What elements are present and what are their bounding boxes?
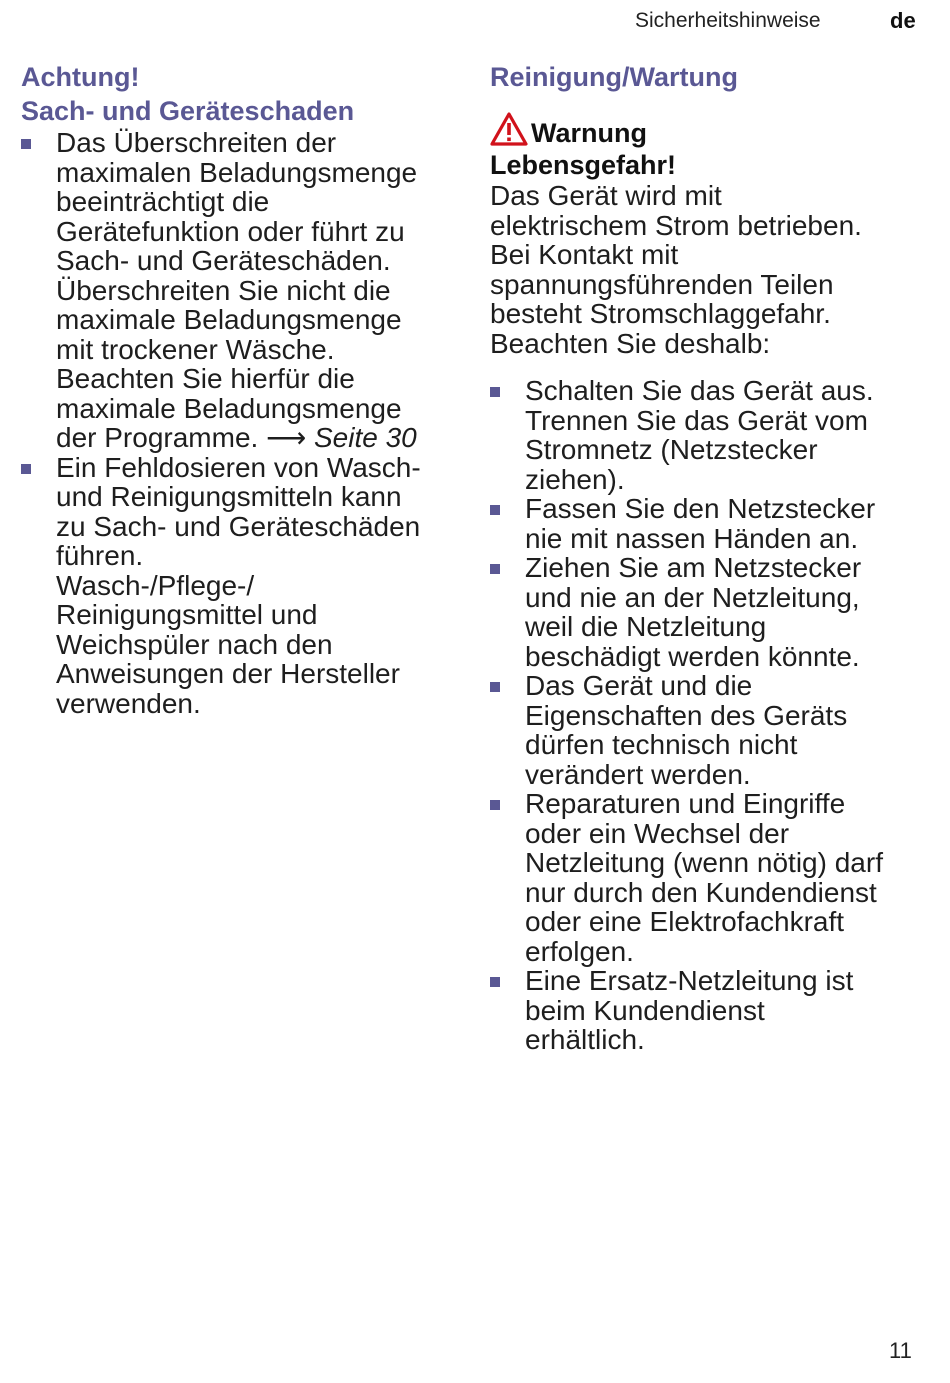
running-header-section: Sicherheitshinweise <box>635 9 821 32</box>
list-item-line: Reparaturen und Eingriffe <box>525 788 846 819</box>
square-bullet-icon <box>490 800 500 810</box>
caution-heading <box>21 60 456 128</box>
intro-line: Das Gerät wird mit <box>490 180 722 211</box>
list-item-line: Eigenschaften des Geräts <box>525 699 848 731</box>
caution-heading-line-1: Achtung! <box>21 62 140 92</box>
caution-list <box>21 128 456 718</box>
square-bullet-icon <box>490 682 500 692</box>
list-item-line: maximalen Beladungsmenge <box>56 156 418 188</box>
list-item <box>490 376 930 494</box>
list-item <box>490 966 930 1055</box>
list-item-line: Trennen Sie das Gerät vom <box>525 404 868 436</box>
caution-heading-line-2: Sach- und Geräteschaden <box>21 96 355 126</box>
list-item <box>21 453 456 719</box>
list-item-line: Schalten Sie das Gerät aus. <box>525 375 874 406</box>
list-item-line: erfolgen. <box>525 935 634 967</box>
warning-list <box>490 376 930 1055</box>
warning-block-title <box>490 112 930 181</box>
list-item-line: Anweisungen der Hersteller <box>56 658 400 689</box>
page-number: 11 <box>889 1338 912 1363</box>
left-column <box>21 60 456 718</box>
right-column <box>490 60 930 1055</box>
list-item-line: beim Kundendienst <box>525 994 765 1026</box>
list-item-line: dürfen technisch nicht <box>525 729 798 760</box>
warning-title: Lebensgefahr! <box>490 150 677 180</box>
list-item-line: führen. <box>56 540 144 571</box>
list-item-line: oder ein Wechsel der <box>525 817 790 849</box>
list-item-line: maximale Beladungsmenge <box>56 392 402 424</box>
warning-label: Warnung <box>531 118 647 148</box>
square-bullet-icon <box>490 977 500 987</box>
list-item-line: Weichspüler nach den <box>56 628 333 660</box>
list-item-line: weil die Netzleitung <box>525 611 767 642</box>
list-item-line: und Reinigungsmitteln kann <box>56 481 402 512</box>
intro-line: elektrischem Strom betrieben. <box>490 209 862 241</box>
list-item-last-text: der Programme. <box>56 422 259 453</box>
list-item <box>490 671 930 789</box>
intro-line: spannungsführenden Teilen <box>490 268 834 300</box>
list-item-line: Stromnetz (Netzstecker <box>525 434 818 465</box>
square-bullet-icon <box>21 139 31 149</box>
list-item-line: Reinigungsmittel und <box>56 599 318 630</box>
list-item-line: Ziehen Sie am Netzstecker <box>525 552 862 583</box>
list-item <box>21 128 456 453</box>
list-item-line: beschädigt werden könnte. <box>525 640 860 672</box>
page-reference-link[interactable]: Seite 30 <box>314 422 417 453</box>
list-item <box>490 494 930 553</box>
list-item-line: erhältlich. <box>525 1024 645 1055</box>
list-item-line: Sach- und Geräteschäden. <box>56 245 391 276</box>
warning-label-line <box>490 112 930 149</box>
list-item-line: Eine Ersatz-Netzleitung ist <box>525 965 854 996</box>
list-item-line: Netzleitung (wenn nötig) darf <box>525 847 883 878</box>
list-item-line: Das Gerät und die <box>525 670 753 701</box>
square-bullet-icon <box>490 387 500 397</box>
list-item-line: mit trockener Wäsche. <box>56 333 335 365</box>
square-bullet-icon <box>21 464 31 474</box>
reference-arrow-icon: ⟶ <box>266 422 307 453</box>
list-item-line: oder eine Elektrofachkraft <box>525 906 845 937</box>
list-item-line: Gerätefunktion oder führt zu <box>56 215 405 247</box>
list-item-line: Beachten Sie hierfür die <box>56 363 355 394</box>
intro-line: besteht Stromschlaggefahr. <box>490 298 831 329</box>
list-item-line <box>56 423 456 453</box>
list-item-line: zu Sach- und Geräteschäden <box>56 510 421 542</box>
list-item-line: Fassen Sie den Netzstecker <box>525 493 876 524</box>
list-item-line: verändert werden. <box>525 758 751 790</box>
list-item-line: Wasch-/Pflege-/ <box>56 569 255 601</box>
warning-triangle-icon <box>490 112 528 146</box>
intro-line: Beachten Sie deshalb: <box>490 327 771 359</box>
list-item-line: Überschreiten Sie nicht die <box>56 274 391 306</box>
list-item-line: beeinträchtigt die <box>56 186 270 217</box>
list-item-line: verwenden. <box>56 687 201 719</box>
list-item-line: ziehen). <box>525 463 625 495</box>
list-item <box>490 553 930 671</box>
list-item-line: und nie an der Netzleitung, <box>525 581 860 613</box>
list-item <box>490 789 930 966</box>
list-item-line: nur durch den Kundendienst <box>525 876 877 908</box>
list-item-line: maximale Beladungsmenge <box>56 304 402 335</box>
list-item-line: nie mit nassen Händen an. <box>525 522 859 554</box>
intro-line: Bei Kontakt mit <box>490 239 679 270</box>
square-bullet-icon <box>490 505 500 515</box>
running-header-language: de <box>890 8 916 33</box>
list-item-line: Ein Fehldosieren von Wasch- <box>56 451 421 483</box>
list-item-line: Das Überschreiten der <box>56 127 337 158</box>
square-bullet-icon <box>490 564 500 574</box>
cleaning-heading: Reinigung/Wartung <box>490 62 738 92</box>
warning-intro-text <box>490 181 930 358</box>
